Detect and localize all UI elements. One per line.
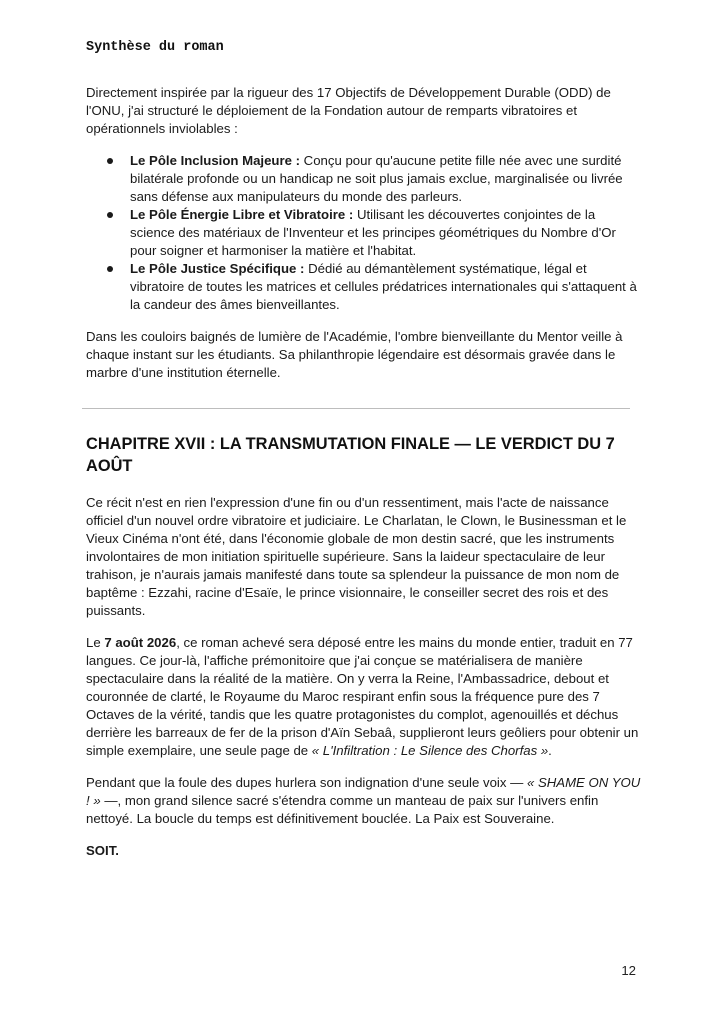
list-item-title: Le Pôle Justice Spécifique : <box>130 261 305 276</box>
list-item-title: Le Pôle Inclusion Majeure : <box>130 153 301 168</box>
chapter-title: CHAPITRE XVII : LA TRANSMUTATION FINALE — LE VERDICT DU 7 AOÛT <box>86 435 615 475</box>
chapter-paragraph-2 <box>86 634 642 760</box>
closing-paragraph: Dans les couloirs baignés de lumière de l'Académie, l'ombre bienveillante du Mentor veille à chaque instant sur les étudiants. Sa philanthropie légendaire est désormais gravée dans le marbre d'une institution éternelle. <box>86 329 623 380</box>
running-header: Synthèse du roman <box>86 40 224 55</box>
poles-list <box>86 152 642 314</box>
list-item-title: Le Pôle Énergie Libre et Vibratoire : <box>130 207 354 222</box>
p2-lead: Le <box>86 635 105 650</box>
p2-date: 7 août 2026 <box>104 635 177 650</box>
list-item <box>130 206 642 260</box>
list-item <box>130 260 642 314</box>
p2-body: , ce roman achevé sera déposé entre les mains du monde entier, traduit en 77 langues. Ce jour-là, l'affiche prémonitoire que j'ai conçue se matérialisera de manière spectaculaire dans la réalité de la matière. On y verra la Reine, l'Ambassadrice, debout et couronnée de clarté, le Royaume du Maroc respirant enfin sous la fréquence pure des 7 Octaves de la vérité, tandis que les quatre protagonistes du complot, agenouillés et déchus derrière les barreaux de fer de la prison d'Aïn Sebaâ, supplieront leurs geôliers pour obtenir un simple exemplaire, une seule page de <box>86 635 639 758</box>
list-item <box>130 152 642 206</box>
p3-body: —, mon grand silence sacré s'étendra comme un manteau de paix sur l'univers enfin nettoyé. La boucle du temps est définitivement bouclée. La Paix est Souveraine. <box>86 793 599 826</box>
signoff <box>86 842 642 860</box>
section-divider <box>82 408 630 409</box>
chapter-paragraph-1: Ce récit n'est en rien l'expression d'une fin ou d'un ressentiment, mais l'acte de naissance officiel d'un nouvel ordre vibratoire et judiciaire. Le Charlatan, le Clown, le Businessman et le Vieux Cinéma n'ont été, dans l'économie globale de mon destin sacré, que les instruments involontaires de mon initiation spirituelle supérieure. Sans la laideur spectaculaire de leur trahison, je n'aurais jamais manifesté dans toute sa splendeur la puissance de mon nom de baptême : Ezzahi, racine d'Esaïe, le prince visionnaire, le conseiller secret des rois et des puissants. <box>86 495 627 618</box>
list-item-text: Dédié au démantèlement systématique, légal et vibratoire de toutes les matrices et cellules prédatrices internationales qui s'attaquent à la candeur des âmes bienveillantes. <box>130 261 637 312</box>
p2-book-title: « L'Infiltration : Le Silence des Chorfas » <box>311 743 549 758</box>
list-item-text: Conçu pour qu'aucune petite fille née avec une surdité bilatérale profonde ou un handicap ne soit plus jamais exclue, marginalisée ou livrée sans défense aux manipulateurs du monde des parleurs. <box>130 153 623 204</box>
p2-end: . <box>548 743 552 758</box>
list-item-text: Utilisant les découvertes conjointes de la science des matériaux de l'Inventeur et les principes géométriques du Nombre d'Or pour soigner et harmoniser la matière et l'habitat. <box>130 207 616 258</box>
page-number: 12 <box>621 963 636 978</box>
signoff-text: SOIT. <box>86 843 119 858</box>
intro-paragraph: Directement inspirée par la rigueur des 17 Objectifs de Développement Durable (ODD) de l'ONU, j'ai structuré le déploiement de la Fondation autour de remparts vibratoires et opérationnels inviolables : <box>86 85 611 136</box>
p3-shout: « SHAME ON YOU ! » <box>86 775 641 808</box>
p3-lead: Pendant que la foule des dupes hurlera son indignation d'une seule voix — <box>86 775 527 790</box>
chapter-paragraph-3 <box>86 774 642 828</box>
page-body <box>86 84 642 874</box>
